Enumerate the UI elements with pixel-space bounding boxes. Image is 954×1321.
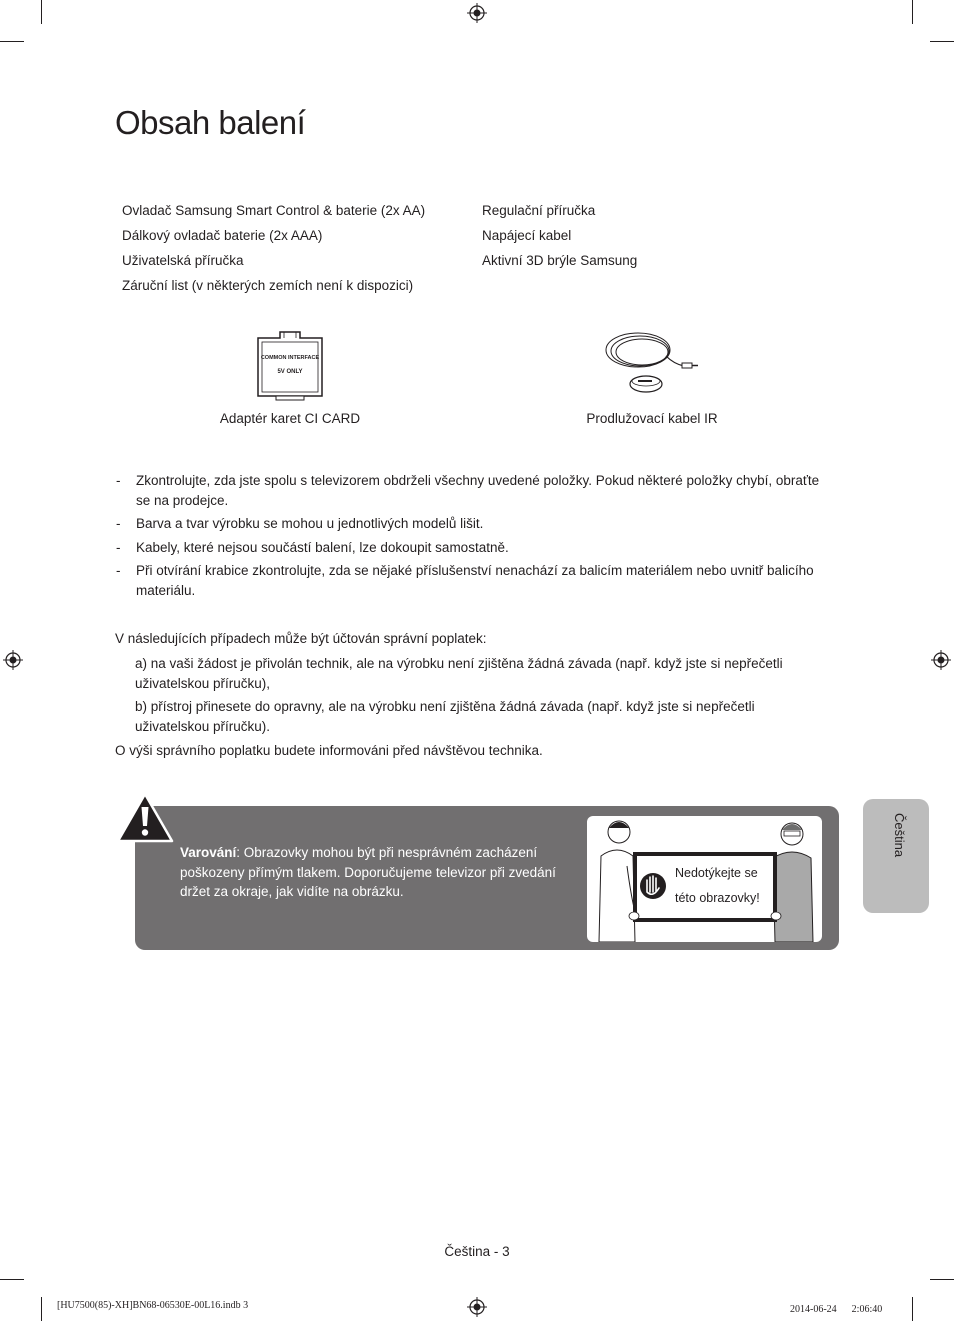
warning-sign-line1: Nedotýkejte se <box>675 866 758 880</box>
registration-mark-icon <box>3 650 23 670</box>
warning-triangle-icon <box>116 792 174 844</box>
print-slug: [HU7500(85)-XH]BN68-06530E-00L16.indb 3 <box>57 1300 249 1311</box>
ci-card-adapter-illustration <box>252 330 328 402</box>
page-number: Čeština - 3 <box>444 1244 510 1259</box>
ci-card-caption: Adaptér karet CI CARD <box>219 411 361 426</box>
accessory-item: Uživatelská příručka <box>122 253 244 268</box>
fees-case-b: b) přístroj přinesete do opravny, ale na výrobku není zjištěna žádná závada (např. když jste si nepřečetli uživatelskou příručku). <box>135 699 755 734</box>
ci-card-label-line1: COMMON INTERFACE <box>260 355 320 361</box>
crop-mark <box>41 0 42 24</box>
accessory-item: Napájecí kabel <box>482 228 572 243</box>
print-timestamp: 2014-06-24 2:06:40 <box>790 1304 883 1315</box>
note-item <box>116 471 846 511</box>
language-side-tab-label: Čeština <box>892 813 907 858</box>
crop-mark <box>0 1279 24 1280</box>
note-text: Kabely, které nejsou součástí balení, lze dokoupit samostatně. <box>136 540 509 555</box>
note-dash: - <box>116 540 121 555</box>
accessory-item: Regulační příručka <box>482 203 596 218</box>
fees-intro: V následujících případech může být účtován správní poplatek: <box>115 631 487 646</box>
page-title: Obsah balení <box>115 104 306 141</box>
note-item <box>116 538 846 558</box>
registration-mark-icon <box>467 3 487 23</box>
registration-mark-icon <box>467 1297 487 1317</box>
fees-outro: O výši správního poplatku budete informováni před návštěvou technika. <box>115 743 543 758</box>
note-text: Při otvírání krabice zkontrolujte, zda se nějaké příslušenství nenachází za balicím materiálem nebo uvnitř balicího materiálu. <box>136 563 814 598</box>
note-text: Barva a tvar výrobku se mohou u jednotlivých modelů lišit. <box>136 516 484 531</box>
warning-sign-line2: této obrazovky! <box>675 891 760 905</box>
crop-mark <box>930 41 954 42</box>
registration-mark-icon <box>931 650 951 670</box>
note-text: Zkontrolujte, zda jste spolu s televizorem obdrželi všechny uvedené položky. Pokud některé položky chybí, obraťte se na prodejce. <box>136 473 820 508</box>
warning-body: : Obrazovky mohou být při nesprávném zacházení poškozeny přímým tlakem. Doporučujeme televizor při zvedání držet za okraje, jak vidíte na obrázku. <box>180 845 556 899</box>
language-side-tab <box>863 799 929 913</box>
crop-mark <box>912 0 913 24</box>
two-people-holding-tv-illustration <box>587 816 822 942</box>
note-dash: - <box>116 563 121 578</box>
ci-card-label-line2: 5V ONLY <box>277 369 303 375</box>
crop-mark <box>930 1279 954 1280</box>
note-item <box>116 561 846 601</box>
accessory-item: Dálkový ovladač baterie (2x AAA) <box>122 228 323 243</box>
accessory-item: Aktivní 3D brýle Samsung <box>482 253 638 268</box>
warning-illustration <box>587 816 822 942</box>
note-dash: - <box>116 473 121 488</box>
accessory-item: Ovladač Samsung Smart Control & baterie (2x AA) <box>122 203 426 218</box>
warning-label: Varování <box>180 845 237 860</box>
fees-case-a: a) na vaši žádost je přivolán technik, ale na výrobku není zjištěna žádná závada (např. když jste si nepřečetli uživatelskou příručku), <box>135 656 783 691</box>
crop-mark <box>912 1297 913 1321</box>
warning-text <box>180 843 580 902</box>
accessory-item: Záruční list (v některých zemích není k dispozici) <box>122 278 414 293</box>
note-dash: - <box>116 516 121 531</box>
crop-mark <box>41 1297 42 1321</box>
ir-cable-caption: Prodlužovací kabel IR <box>586 411 718 426</box>
note-item <box>116 514 846 534</box>
crop-mark <box>0 41 24 42</box>
ir-extender-cable-illustration <box>600 328 700 400</box>
